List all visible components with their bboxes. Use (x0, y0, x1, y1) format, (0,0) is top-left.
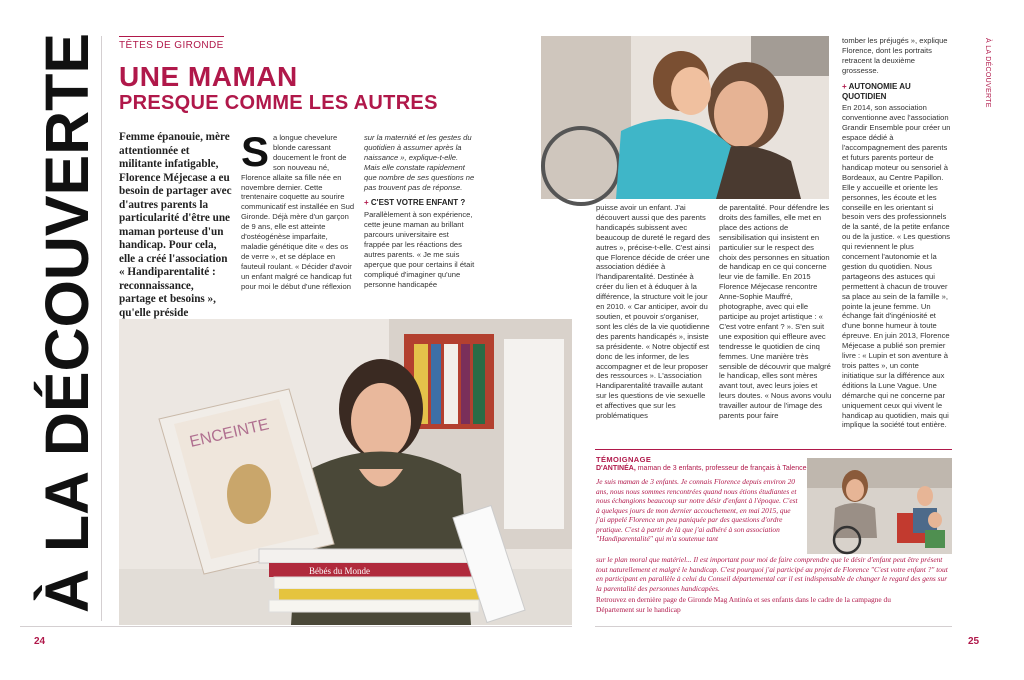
subheading-autonomie (842, 82, 952, 102)
testimony-byline (596, 465, 806, 472)
body-column-4: de parentalité. Pour défendre les droits des familles, elle met en place des actions de sensibilisation qui insistent en particulier sur le respect des choix des personnes en situation de handicap en ce qui concerne leur vie de famille. En 2015 Florence Méjecase rencontre Anne-Sophie Mauffré, photographe, avec qui elle participe au projet artistique : « C'est votre enfant ? ». S'en suit une exposition qui effleure avec tendresse le quotidien de cinq femmes. Une manière très sensible de découvrir que malgré le handicap, elles sont mères avant tout, avec leurs joies et leurs doutes. « Nous avons voulu travailler autour de l'image des parents pour faire (719, 203, 832, 421)
subheading-cest-votre-enfant (364, 198, 476, 208)
side-label-text: À LA DÉCOUVERTE (984, 38, 991, 108)
body-text-5a: tomber les préjugés », explique Florence, dont les portraits retracent la deuxième grossesse. (842, 36, 948, 75)
testimony-rule (595, 449, 952, 450)
headline: UNE MAMAN (119, 61, 298, 92)
footer-rule-left (20, 626, 572, 627)
body-text-2a: sur la maternité et les gestes du quotidien à assumer après la naissance », explique-t-elle. Mais elle constate rapidement que nombre de ses questions ne pas trouvent pas de réponse. (364, 133, 475, 192)
body-column-1 (241, 128, 356, 292)
drop-cap: S (241, 128, 270, 175)
footer-rule-right (595, 626, 952, 627)
subheading-text: C'EST VOTRE ENFANT ? (370, 198, 466, 208)
testimony-name: D'ANTINÉA, (596, 465, 636, 472)
section-title-vertical (8, 28, 100, 618)
body-text-1: a longue chevelure blonde caressant doucement le front de son nouveau né, Florence allaite sa fille née en novembre dernier. Cette trentenaire coquette au sourire communicatif est installée en Sud Gironde. Déjà mère d'un garçon de 9 ans, elle est atteinte d'ostéogénèse imparfaite, maladie génétique dite « des os de verre », et se déplace en fauteuil roulant. « Décider d'avoir un enfant malgré ce handicap fut pour moi le début d'une réflexion (241, 133, 355, 291)
book2-title: Bébés du Monde (309, 566, 370, 576)
plus-icon: + (364, 198, 369, 208)
kicker: TÊTES DE GIRONDE (119, 36, 224, 51)
mother-child-photo (541, 36, 829, 199)
body-column-5 (842, 36, 952, 430)
page-number-right: 25 (968, 636, 980, 647)
page-number-left: 24 (34, 636, 46, 647)
body-text-5b: En 2014, son association conventionne avec l'association Grandir Ensemble pour créer un espace dédié à l'accompagnement des parents et futurs parents porteur de handicap moteur ou sensoriel à Bordeaux, au Centre Papillon. Elle y accueille et oriente les personnes, les écoute et les conseille en les orientant si besoin vers des professionnels de la santé, de la petite enfance ou de la justice. « Les questions qui reviennent le plus concernent l'autonomie et la gestion du quotidien. Nous partageons des astuces qui permettent à chacun de trouver sa place au sein de la famille », pointe la jeune femme. Un échange fait d'ingéniosité et d'une bonne humeur à toute épreuve. En juin 2013, Florence Méjecase a publié son premier livre : « Lupin et son aventure à trois pattes », un conte initiatique sur la différence aux éditions la Lune Vague. Une démarche qui ne concerne par uniquement ceux qui vivent le handicap au quotidien, mais qui implique la société tout entière. (842, 103, 951, 430)
body-column-2 (364, 133, 476, 290)
testimony-footnote: Retrouvez en dernière page de Gironde Mag Antinéa et ses enfants dans le cadre de la campagne du Département sur le handicap (596, 595, 891, 614)
body-text-2b: Parallèlement à son expérience, cette jeune maman au brillant parcours universitaire est frappée par les réactions des autres parents. « Je me suis aperçue que pour certains il était compliqué d'imaginer qu'une personne handicapée (364, 210, 475, 289)
body-column-3: puisse avoir un enfant. J'ai découvert aussi que des parents handicapés subissent avec beaucoup de dureté le regard des autres », précise-t-elle. C'est ainsi que Florence décide de créer une association dédiée à l'handiparentalité. Destinée à créer du lien et à éduquer à la différence, la structure voit le jour en 2010. « Car anticiper, avoir du soutien, et pouvoir s'organiser, sont les clés de la vie quotidienne des parents handicapés », insiste sa présidente. « Notre objectif est donc de les informer, de les accompagner et de leur proposer des ressources ». L'association Handiparentalité travaille autant sur les questions de vie sexuelle et affectives que sur les problématiques (596, 203, 711, 421)
portrait-photo (119, 319, 572, 625)
testimony-text-a: Je suis maman de 3 enfants. Je connais Florence depuis environ 20 ans, nous nous sommes rencontrées quand nous étions étudiantes et nous échangions beaucoup sur notre désir d'enfant à l'époque. C'est à quelques jours de mon dernier accouchement, en mai 2015, que j'ai appelé Florence un peu paniquée par des questions d'ordre pratique. C'est à partir de là que j'ai adhéré à son association "Handiparentalité" qui m'a soutenue tant (596, 477, 798, 543)
book-title: ENCEINTE (188, 416, 271, 451)
testimony-title: TÉMOIGNAGE (596, 455, 652, 464)
subheading-text: AUTONOMIE AU QUOTIDIEN (842, 81, 911, 101)
testimony-role: maman de 3 enfants, professeur de français à Talence (635, 465, 807, 472)
family-photo (807, 458, 952, 554)
subheadline: PRESQUE COMME LES AUTRES (119, 92, 438, 114)
lead-paragraph: Femme épanouie, mère attentionnée et militante infatigable, Florence Méjecase a eu besoin de partager avec d'autres parents la particularité d'être une maman porteuse d'un handicap. Pour cela, elle a créé l'association « Handiparentalité : reconnaissance, partage et besoins », qu'elle préside (119, 131, 232, 319)
section-side-label (976, 38, 990, 128)
vertical-divider (101, 36, 102, 621)
section-title: À LA DÉCOUVERTE (33, 32, 101, 613)
plus-icon: + (842, 81, 847, 91)
testimony-text-b: sur le plan moral que matériel... Il est important pour moi de faire comprendre que le désir d'enfant peut être présent tout naturellement et malgré le handicap. C'est pourquoi j'ai participé au projet de Florence "C'est votre enfant ?" tout en participant en parallèle à celui du Conseil départemental car il est indispensable de changer le regard des gens sur la parentalité des personnes handicapées. (596, 555, 948, 593)
